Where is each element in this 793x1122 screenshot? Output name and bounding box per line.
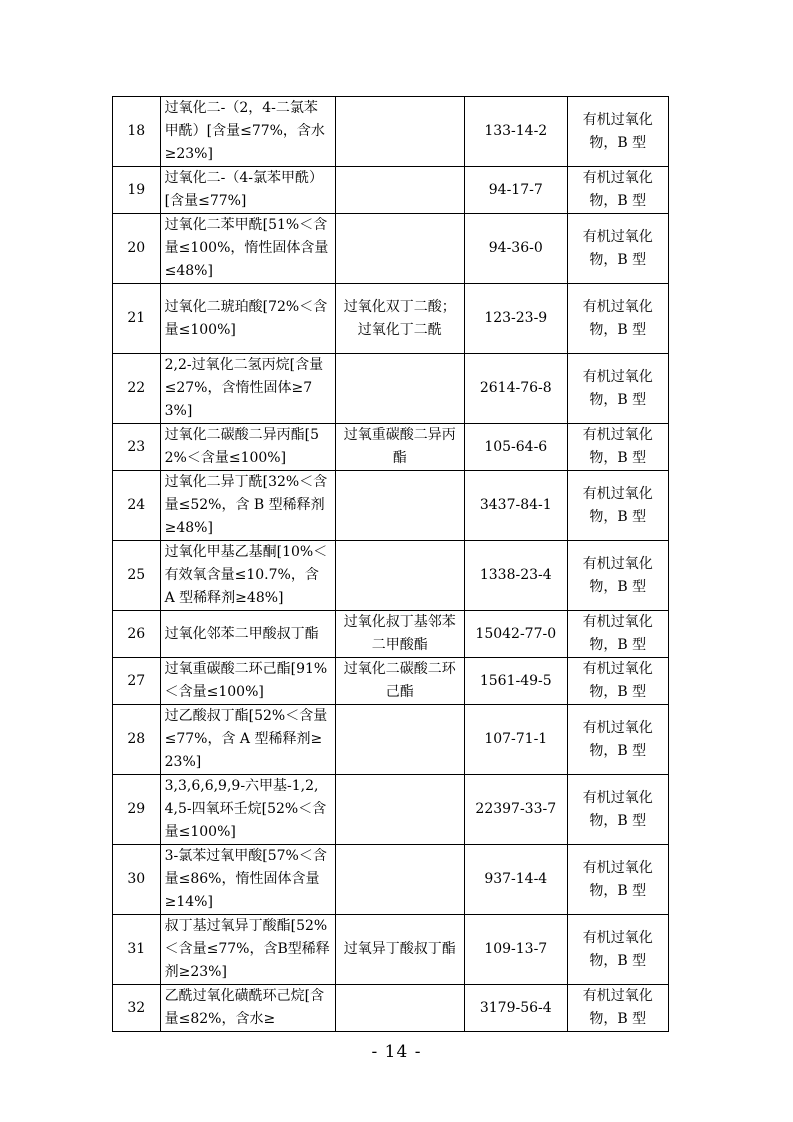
cas-number: 22397-33-7 [465,775,568,845]
chemical-alias [335,705,464,775]
table-row [113,284,669,354]
chemical-alias [335,214,464,284]
row-number: 31 [113,915,161,985]
chemical-name: 3-氯苯过氧甲酸[57%＜含量≤86%，惰性固体含量≥14%] [160,845,335,915]
cas-number: 2614-76-8 [465,354,568,424]
cas-number: 937-14-4 [465,845,568,915]
chemical-name: 3,3,6,6,9,9-六甲基-1,2,4,5-四氧环壬烷[52%＜含量≤100%] [160,775,335,845]
row-number: 24 [113,471,161,541]
table-row [113,424,669,471]
chemical-name: 过氧化甲基乙基酮[10%＜有效氧含量≤10.7%，含 A 型稀释剂≥48%] [160,541,335,611]
hazard-category: 有机过氧化物，B 型 [567,97,668,167]
table-row [113,775,669,845]
row-number: 26 [113,611,161,658]
hazard-category: 有机过氧化物，B 型 [567,471,668,541]
cas-number: 3179-56-4 [465,985,568,1032]
table-row [113,985,669,1032]
cas-number: 15042-77-0 [465,611,568,658]
chemical-alias [335,97,464,167]
chemical-alias: 过氧化叔丁基邻苯二甲酸酯 [335,611,464,658]
row-number: 28 [113,705,161,775]
hazard-category: 有机过氧化物，B 型 [567,354,668,424]
chemical-alias: 过氧异丁酸叔丁酯 [335,915,464,985]
cas-number: 105-64-6 [465,424,568,471]
table-row [113,845,669,915]
chemical-name: 过氧重碳酸二环己酯[91%＜含量≤100%] [160,658,335,705]
cas-number: 94-36-0 [465,214,568,284]
row-number: 22 [113,354,161,424]
hazard-category: 有机过氧化物，B 型 [567,214,668,284]
chemical-name: 过氧化二碳酸二异丙酯[52%＜含量≤100%] [160,424,335,471]
chemical-name: 过氧化邻苯二甲酸叔丁酯 [160,611,335,658]
table-row [113,611,669,658]
chemical-alias [335,167,464,214]
table-row [113,658,669,705]
hazard-category: 有机过氧化物，B 型 [567,985,668,1032]
cas-number: 133-14-2 [465,97,568,167]
table-row [113,97,669,167]
row-number: 20 [113,214,161,284]
chemical-name: 过氧化二琥珀酸[72%＜含量≤100%] [160,284,335,354]
hazard-category: 有机过氧化物，B 型 [567,775,668,845]
chemical-name: 2,2-过氧化二氢丙烷[含量≤27%，含惰性固体≥73%] [160,354,335,424]
chemical-alias [335,471,464,541]
chemical-alias [335,541,464,611]
hazard-category: 有机过氧化物，B 型 [567,541,668,611]
hazard-category: 有机过氧化物，B 型 [567,424,668,471]
chemical-name: 过氧化二-（4-氯苯甲酰）[含量≤77%] [160,167,335,214]
cas-number: 109-13-7 [465,915,568,985]
table-row [113,471,669,541]
hazardous-chemicals-table [112,96,669,1032]
chemical-name: 过氧化二异丁酰[32%＜含量≤52%，含 B 型稀释剂≥48%] [160,471,335,541]
table-row [113,354,669,424]
row-number: 30 [113,845,161,915]
table-row [113,167,669,214]
cas-number: 1561-49-5 [465,658,568,705]
cas-number: 1338-23-4 [465,541,568,611]
row-number: 27 [113,658,161,705]
row-number: 32 [113,985,161,1032]
chemical-name: 过乙酸叔丁酯[52%＜含量≤77%，含 A 型稀释剂≥23%] [160,705,335,775]
hazard-category: 有机过氧化物，B 型 [567,284,668,354]
chemical-alias: 过氧化双丁二酸；过氧化丁二酰 [335,284,464,354]
row-number: 29 [113,775,161,845]
chemical-alias [335,985,464,1032]
table-row [113,915,669,985]
chemical-name: 乙酰过氧化磺酰环己烷[含量≤82%，含水≥ [160,985,335,1032]
row-number: 21 [113,284,161,354]
row-number: 25 [113,541,161,611]
chemical-name: 过氧化二-（2，4-二氯苯甲酰）[含量≤77%，含水≥23%] [160,97,335,167]
cas-number: 107-71-1 [465,705,568,775]
chemical-name: 叔丁基过氧异丁酸酯[52%＜含量≤77%，含B型稀释剂≥23%] [160,915,335,985]
hazard-category: 有机过氧化物，B 型 [567,658,668,705]
chemical-alias [335,775,464,845]
table-row [113,214,669,284]
cas-number: 3437-84-1 [465,471,568,541]
row-number: 19 [113,167,161,214]
page-number: - 14 - [371,1042,422,1062]
hazard-category: 有机过氧化物，B 型 [567,705,668,775]
chemical-alias [335,845,464,915]
chemical-alias: 过氧化二碳酸二环己酯 [335,658,464,705]
chemical-name: 过氧化二苯甲酰[51%＜含量≤100%，惰性固体含量≤48%] [160,214,335,284]
chemical-alias [335,354,464,424]
table-row [113,705,669,775]
hazard-category: 有机过氧化物，B 型 [567,611,668,658]
cas-number: 123-23-9 [465,284,568,354]
table-row [113,541,669,611]
hazard-category: 有机过氧化物，B 型 [567,915,668,985]
row-number: 18 [113,97,161,167]
row-number: 23 [113,424,161,471]
hazard-category: 有机过氧化物，B 型 [567,167,668,214]
cas-number: 94-17-7 [465,167,568,214]
hazard-category: 有机过氧化物，B 型 [567,845,668,915]
chemical-alias: 过氧重碳酸二异丙酯 [335,424,464,471]
